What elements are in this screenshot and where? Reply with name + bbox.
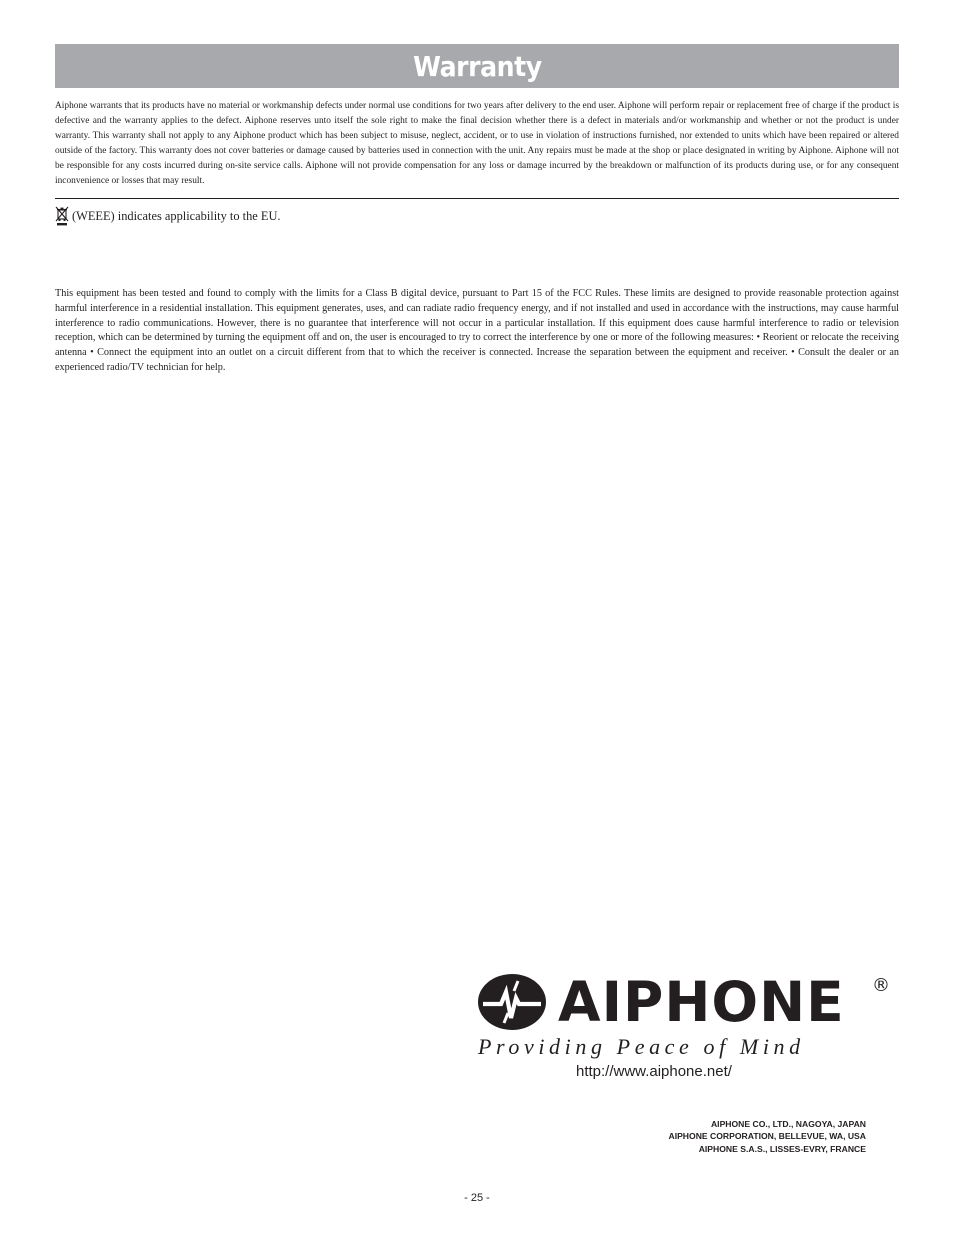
title-bar — [55, 44, 899, 88]
warranty-paragraph: Aiphone warrants that its products have no material or workmanship defects under normal use conditions for two years after delivery to the end user. Aiphone will perform repair or replacement free of charge if the product is defective and the warranty applies to the defect. Aiphone reserves unto itself the sole right to make the final decision whether there is a defect in materials and/or workmanship and whether or not the product is under warranty. This warranty shall not apply to any Aiphone product which has been subject to misuse, neglect, accident, or to use in violation of instructions furnished, nor extended to units which have been repaired or altered outside of the factory. This warranty does not cover batteries or damage caused by batteries used in connection with the unit. Any repairs must be made at the shop or place designated in writing by Aiphone. Aiphone will not be responsible for any costs incurred during on-site service calls. Aiphone will not provide compensation for any loss or damage incurred by the breakdown or malfunction of its products during use, or for any consequent inconvenience or losses that may result. — [55, 101, 899, 187]
crossed-out-wheelie-bin-icon — [55, 206, 69, 226]
weee-text: (WEEE) indicates applicability to the EU. — [72, 209, 281, 223]
company-line: AIPHONE S.A.S., LISSES-EVRY, FRANCE — [698, 1143, 866, 1154]
aiphone-wordmark: AIPHONE — [558, 970, 845, 1034]
fcc-paragraph: This equipment has been tested and found to comply with the limits for a Class B digital device, pursuant to Part 15 of the FCC Rules. These limits are designed to provide reasonable protection against harmful interference in a residential installation. This equipment generates, uses, and can radiate radio frequency energy, and if not installed and used in accordance with the instructions, may cause harmful interference to radio communications. However, there is no guarantee that interference will not occur in a particular installation. If this equipment does cause harmful interference to radio or television reception, which can be determined by turning the equipment off and on, the user is encouraged to try to correct the interference by one or more of the following measures: • Reorient or relocate the receiving antenna • Connect the equipment into an outlet on a circuit different from that to which the receiver is connected. Increase the separation between the equipment and receiver. • Consult the dealer or an experienced radio/TV technician for help. — [55, 288, 899, 373]
website-link[interactable]: http://www.aiphone.net/ — [576, 1063, 732, 1080]
company-line: AIPHONE CO., LTD., NAGOYA, JAPAN — [710, 1119, 866, 1129]
aiphone-emblem-icon — [477, 973, 547, 1031]
page-number: - 25 - — [464, 1192, 490, 1204]
weee-notice — [55, 206, 281, 226]
company-addresses — [668, 1118, 866, 1155]
page-title: Warranty — [412, 49, 542, 83]
registered-mark: ® — [872, 975, 890, 996]
section-divider — [55, 198, 899, 199]
logo-tagline: Providing Peace of Mind — [478, 1034, 805, 1059]
company-line: AIPHONE CORPORATION, BELLEVUE, WA, USA — [668, 1131, 866, 1142]
aiphone-logo — [474, 968, 894, 1088]
